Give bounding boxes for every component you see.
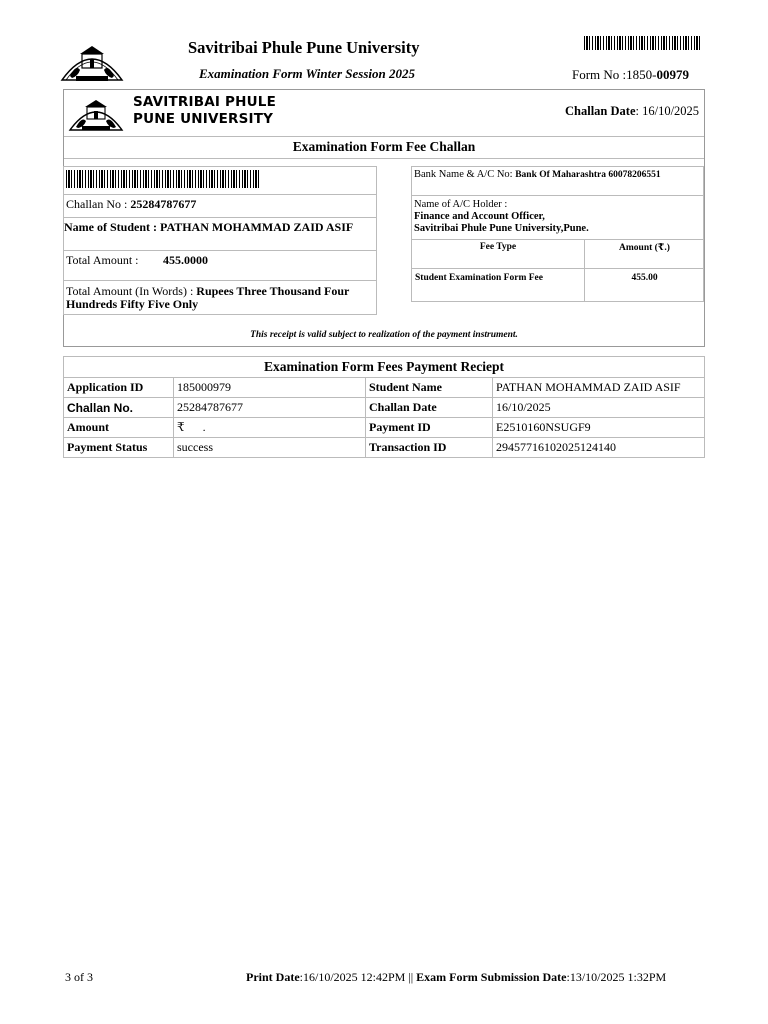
divider (64, 217, 376, 218)
footer-dates: Print Date:16/10/2025 12:42PM || Exam Form Submission Date:13/10/2025 1:32PM (246, 970, 667, 984)
divider (64, 280, 376, 281)
bank-name: Bank Name & A/C No: Bank Of Maharashtra 60078206551 (414, 169, 661, 180)
payment-receipt-table (63, 356, 705, 458)
fee-type-header: Fee Type (479, 242, 517, 252)
barcode-top (584, 36, 700, 50)
barcode-challan (66, 170, 261, 188)
challan-date: Challan Date: 16/10/2025 (565, 104, 700, 118)
challan-title: Examination Form Fee Challan (292, 139, 476, 154)
table-row: Challan No. 25284787677 Challan Date 16/10/2025 (64, 398, 705, 418)
table-row: Payment Status success Transaction ID 294577161020251241​40 (64, 438, 705, 458)
amount-header: Amount (₹.) (619, 243, 670, 253)
university-name: Savitribai Phule Pune University (188, 38, 420, 57)
page-number: 3 of 3 (65, 970, 93, 984)
divider (64, 158, 704, 159)
divider (64, 194, 376, 195)
divider (64, 250, 376, 251)
amount-in-words: Total Amount (In Words) : Rupees Three Thousand Four Hundreds Fifty Five Only (66, 284, 350, 311)
form-number: Form No :1850-00979 (572, 67, 689, 82)
university-seal-logo-small (65, 92, 127, 134)
challan-number: Challan No : 25284787677 (66, 197, 197, 211)
divider (64, 136, 704, 137)
session-title: Examination Form Winter Session 2025 (199, 66, 416, 81)
table-row: Amount ₹ . Payment ID E2510160NSUGF9 (64, 418, 705, 438)
fee-type-value: Student Examination Form Fee (415, 273, 543, 283)
divider (412, 195, 704, 196)
university-seal-logo (56, 36, 128, 86)
university-wordmark: SAVITRIBAI PHULE PUNE UNIVERSITY (133, 94, 276, 127)
fee-amount-value: 455.00 (631, 273, 658, 283)
receipt-title: Examination Form Fees Payment Reciept (64, 357, 705, 378)
table-row: Application ID 185000979 Student Name PATHAN MOHAMMAD ZAID ASIF (64, 378, 705, 398)
divider (412, 239, 704, 240)
receipt-validity-note: This receipt is valid subject to realization of the payment instrument. (250, 330, 518, 340)
account-holder: Name of A/C Holder : Finance and Account Officer, Savitribai Phule Pune University,Pune. (414, 199, 589, 234)
total-amount-value: 455.0000 (163, 253, 208, 267)
student-name: Name of Student : PATHAN MOHAMMAD ZAID ASIF (64, 220, 354, 234)
total-amount-label: Total Amount : (66, 253, 139, 267)
divider (412, 268, 704, 269)
